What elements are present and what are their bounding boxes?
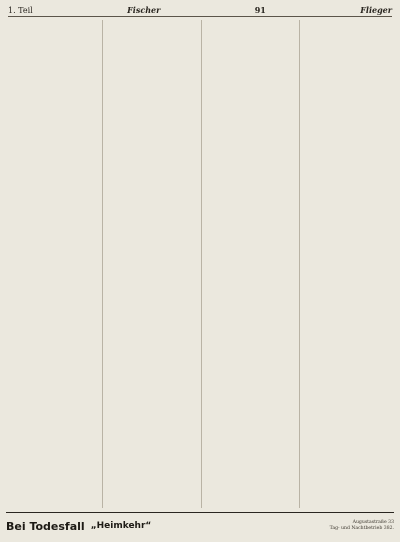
column-4 xyxy=(299,20,392,508)
header-section-label: 1. Teil xyxy=(8,5,33,15)
column-3 xyxy=(201,20,294,508)
column-1 xyxy=(8,20,96,508)
ad-headline: Bei Todesfall xyxy=(6,519,85,533)
page-number: 91 xyxy=(254,5,266,15)
ad-brand-name: „Heimkehr“ xyxy=(90,521,152,531)
ad-phone: Tag- und Nachtbetrieb 382. xyxy=(329,526,394,531)
header-last-entry: Flieger xyxy=(360,5,392,15)
page-header xyxy=(8,4,392,17)
header-first-entry: Fischer xyxy=(127,5,161,15)
advertisement-footer xyxy=(6,512,394,539)
ad-address: Augustastraße 33 xyxy=(352,520,394,525)
ad-contact xyxy=(330,520,394,532)
column-2 xyxy=(102,20,195,508)
directory-columns xyxy=(8,20,392,508)
